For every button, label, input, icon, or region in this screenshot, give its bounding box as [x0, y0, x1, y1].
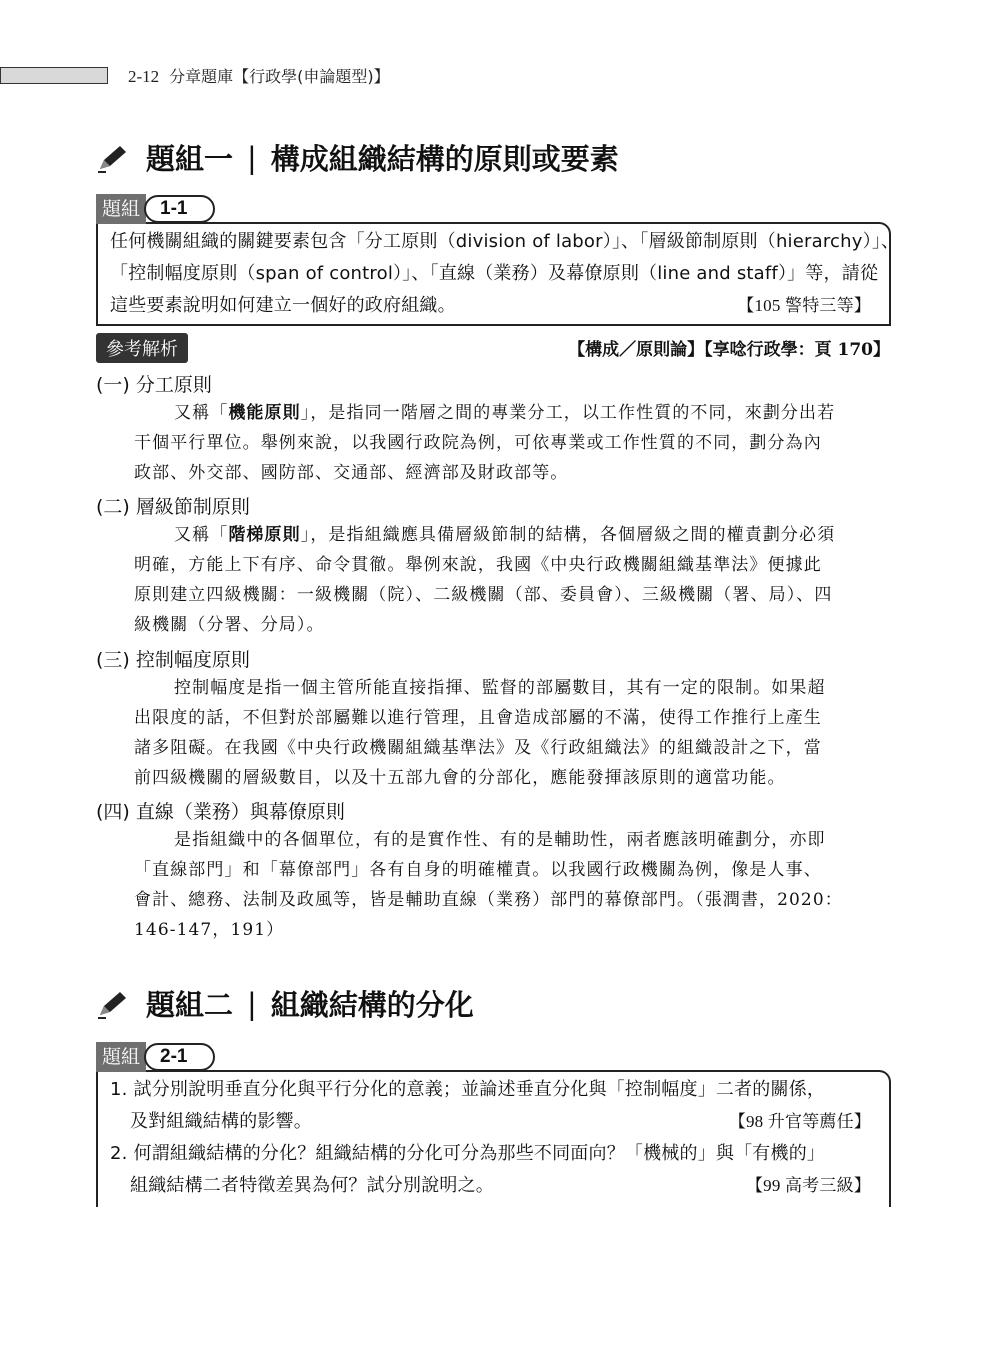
question-2-item-2-text: 組織結構二者特徵差異為何？試分別說明之。 [130, 1175, 494, 1196]
answer-2-text-b: 」，是指組織應具備層級節制的結構，各個層級之間的權責劃分必須 [300, 525, 836, 545]
answer-1-heading: (一) 分工原則 [96, 374, 212, 396]
section-1-heading: 構成組織結構的原則或要素 [270, 142, 619, 176]
answer-4-line-1: 是指組織中的各個單位，有的是實作性、有的是輔助性，兩者應該明確劃分，亦即 [174, 830, 826, 850]
question-2-item-1-source: 【98 升官等薦任】 [728, 1112, 871, 1131]
running-header [128, 64, 390, 87]
answer-4-line-3: 會計、總務、法制及政風等，皆是輔助直線（業務）部門的幕僚部門。（張潤書，2020： [134, 890, 843, 910]
question-1-line-3-text: 這些要素說明如何建立一個好的政府組織。 [110, 295, 456, 316]
answer-1-body [134, 398, 891, 488]
answer-3-line-4: 前四級機關的層級數目，以及十五部九會的分部化，應能發揮該原則的適當功能。 [134, 768, 786, 788]
answer-3-body [134, 673, 891, 793]
answer-2-keyword: 階梯原則 [228, 525, 301, 545]
answer-2-body [134, 520, 891, 640]
reference-citation: 【構成／原則論】【享唸行政學：頁 170】 [568, 340, 890, 360]
answer-2-line-3: 原則建立四級機關：一級機關（院）、二級機關（部、委員會）、三級機關（署、局）、四 [134, 585, 833, 605]
header-title: 分章題庫【行政學(申論題型)】 [169, 67, 390, 86]
section-title-2: 題組二 | 組織結構的分化 [96, 983, 474, 1024]
question-tab-number: 1-1 [144, 195, 215, 223]
answer-1-text-a: 又稱「 [174, 403, 229, 423]
question-2-item-1-text: 及對組織結構的影響。 [130, 1111, 312, 1132]
answer-3-line-3: 諸多阻礙。在我國《中央行政機關組織基準法》及《行政組織法》的組織設計之下，當 [134, 738, 822, 758]
question-1-line-3 [110, 290, 871, 322]
answer-2-line-2: 明確，方能上下有序、命令貫徹。舉例來說，我國《中央行政機關組織基準法》便據此 [134, 555, 822, 575]
page-number: 2-12 [128, 67, 160, 86]
question-2-item-1-line-2 [110, 1106, 871, 1138]
question-tab-label: 題組 [96, 194, 146, 224]
question-1-line-2: 「控制幅度原則（span of control）」、「直線（業務）及幕僚原則（line and staff）」等，請從 [110, 263, 879, 284]
section-2-label: 題組二 [146, 988, 234, 1022]
answer-1-line-2: 干個平行單位。舉例來說，以我國行政院為例，可依專業或工作性質的不同，劃分為內 [134, 433, 822, 453]
answer-4-body [134, 825, 891, 945]
question-tab-number: 2-1 [144, 1043, 215, 1071]
question-1-source: 【105 警特三等】 [737, 296, 871, 315]
answer-1-line-3: 政部、外交部、國防部、交通部、經濟部及財政部等。 [134, 463, 569, 483]
question-box-1 [96, 198, 900, 326]
header-bar [0, 67, 108, 84]
answer-2-text-a: 又稱「 [174, 525, 229, 545]
reference-tag: 參考解析 [96, 333, 188, 363]
question-tab-2 [96, 1042, 215, 1072]
answer-3-line-2: 出限度的話，不但對於部屬難以進行管理，且會造成部屬的不滿，使得工作推行上產生 [134, 708, 822, 728]
answer-4-line-4: 146-147，191） [134, 920, 285, 940]
answer-3-line-1: 控制幅度是指一個主管所能直接指揮、監督的部屬數目，其有一定的限制。如果超 [174, 678, 826, 698]
question-2-item-1-line-1: 1. 試分別說明垂直分化與平行分化的意義；並論述垂直分化與「控制幅度」二者的關係， [110, 1079, 826, 1100]
question-2-item-2-line-1: 2. 何謂組織結構的分化？組織結構的分化可分為那些不同面向？「機械的」與「有機的」 [110, 1143, 826, 1164]
question-box-2 [96, 1046, 891, 1207]
question-1-line-1: 任何機關組織的關鍵要素包含「分工原則（division of labor）」、「層級節制原則（hierarchy）」、 [110, 231, 900, 252]
question-2-item-2-line-2 [110, 1170, 871, 1202]
question-2-item-2-source: 【99 高考三級】 [745, 1176, 871, 1195]
answer-2-heading: (二) 層級節制原則 [96, 496, 250, 518]
pencil-icon [96, 989, 130, 1019]
question-tab-label: 題組 [96, 1042, 146, 1072]
answer-1-text-b: 」，是指同一階層之間的專業分工，以工作性質的不同，來劃分出若 [300, 403, 836, 423]
section-2-heading: 組織結構的分化 [270, 988, 474, 1022]
answer-2-line-4: 級機關（分署、分局）。 [134, 615, 325, 635]
section-title-1: 題組一 | 構成組織結構的原則或要素 [96, 137, 619, 178]
pencil-icon [96, 143, 130, 173]
answer-1-keyword: 機能原則 [228, 403, 301, 423]
question-tab-1 [96, 194, 215, 224]
answer-3-heading: (三) 控制幅度原則 [96, 649, 250, 671]
answer-4-line-2: 「直線部門」和「幕僚部門」各有自身的明確權責。以我國行政機關為例，像是人事、 [134, 860, 822, 880]
answer-4-heading: (四) 直線（業務）與幕僚原則 [96, 801, 345, 823]
section-1-label: 題組一 [146, 142, 234, 176]
